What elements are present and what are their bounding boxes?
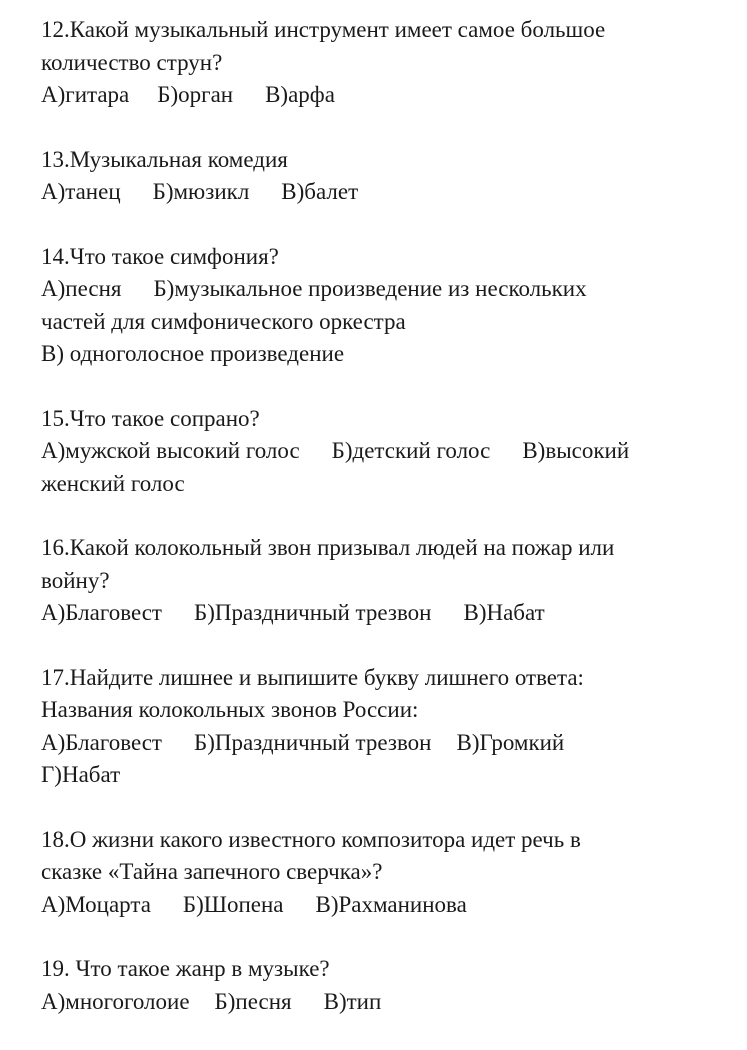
- question-text: 14.Что такое симфония?: [41, 243, 279, 269]
- answer-line: [41, 176, 731, 209]
- question-17: [41, 662, 731, 792]
- answer-option-v: В)Громкий: [456, 729, 565, 755]
- answer-line: [41, 273, 731, 306]
- answer-option-v: В) одноголосное произведение: [41, 341, 345, 366]
- answer-option-b: Б)музыкальное произведение из нескольких: [153, 276, 587, 301]
- answer-option-b: Б)орган: [157, 82, 234, 107]
- question-14: [41, 241, 731, 371]
- answer-line: [41, 889, 731, 922]
- answer-option-b: Б)Шопена: [182, 891, 284, 917]
- question-text: 15.Что такое сопрано?: [41, 405, 260, 431]
- question-text: 18.О жизни какого известного композитора идет речь в: [41, 826, 581, 852]
- question-text: 13.Музыкальная комедия: [41, 146, 288, 172]
- answer-line: [41, 597, 731, 630]
- answer-option-a: А)гитара: [41, 82, 130, 107]
- answer-option-v: В)арфа: [265, 82, 335, 107]
- answer-option-a: А)Благовест: [41, 600, 162, 625]
- answer-option-v-continued: женский голос: [41, 470, 185, 496]
- answer-option-g: Г)Набат: [41, 762, 121, 787]
- answer-option-b: Б)детский голос: [331, 438, 491, 463]
- answer-option-b-continued: частей для симфонического оркестра: [41, 308, 406, 334]
- answer-option-v: В)Набат: [463, 600, 545, 625]
- question-text: сказке «Тайна запечного сверчка»?: [41, 859, 383, 884]
- answer-option-b: Б)Праздничный трезвон: [194, 729, 432, 755]
- answer-option-a: А)песня: [41, 276, 122, 301]
- question-text: войну?: [41, 567, 110, 593]
- question-text: 19. Что такое жанр в музыке?: [41, 956, 330, 981]
- answer-line: [41, 986, 731, 1019]
- answer-option-a: А)Благовест: [41, 729, 162, 755]
- answer-option-v: В)балет: [281, 179, 359, 204]
- question-19: [41, 953, 731, 1018]
- answer-line: [41, 435, 731, 468]
- answer-option-b: Б)Праздничный трезвон: [194, 600, 432, 625]
- answer-line: [41, 79, 731, 112]
- answer-option-a: А)танец: [41, 179, 121, 204]
- question-16: [41, 532, 731, 630]
- question-13: [41, 144, 731, 209]
- quiz-page: [41, 14, 731, 1050]
- question-15: [41, 403, 731, 501]
- question-text: 12.Какой музыкальный инструмент имеет самое большое: [41, 17, 606, 42]
- answer-option-a: А)мужской высокий голос: [41, 438, 300, 463]
- question-18: [41, 824, 731, 922]
- answer-option-v: В)тип: [323, 988, 382, 1014]
- answer-option-a: А)многоголоие: [41, 988, 190, 1014]
- answer-line: [41, 727, 731, 760]
- question-12: [41, 14, 731, 112]
- answer-option-b: Б)песня: [214, 988, 292, 1014]
- answer-option-v: В)высокий: [522, 438, 630, 463]
- question-text: Названия колокольных звонов России:: [41, 697, 419, 722]
- answer-option-a: А)Моцарта: [41, 891, 151, 917]
- answer-option-v: В)Рахманинова: [315, 891, 467, 917]
- answer-option-b: Б)мюзикл: [152, 179, 250, 204]
- question-text: 16.Какой колокольный звон призывал людей на пожар или: [41, 535, 615, 560]
- question-text: 17.Найдите лишнее и выпишите букву лишнего ответа:: [41, 664, 584, 690]
- question-text: количество струн?: [41, 49, 223, 75]
